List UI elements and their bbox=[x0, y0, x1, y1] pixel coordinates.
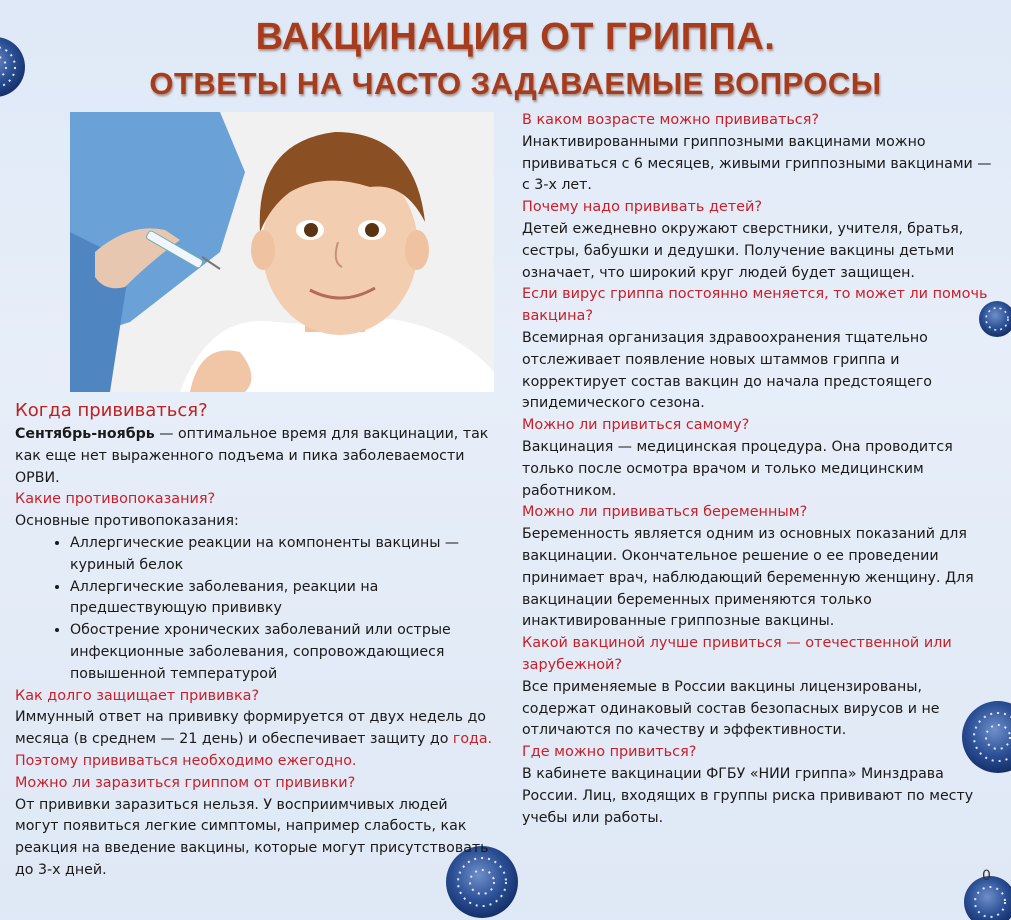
section-heading: Какие противопоказания? bbox=[15, 491, 216, 508]
paragraph: Беременность является одним из основных показаний для вакцинации. Окончательное решение о ее проведении принимает врач, наблюдающий беременную женщину. Для вакцинации беременных применяются только инактивированные гриппозные вакцины. bbox=[522, 526, 974, 630]
section-heading: Где можно привиться? bbox=[522, 744, 697, 761]
paragraph: Сентябрь-ноябрь — оптимальное время для вакцинации, так как еще нет выраженного подъема и пика заболеваемости ОРВИ. bbox=[15, 426, 489, 486]
paragraph: Детей ежедневно окружают сверстники, учителя, братья, сестры, бабушки и дедушки. Получение вакцины детьми означает, что широкий круг людей будет защищен. bbox=[522, 220, 964, 281]
paragraph: Всемирная организация здравоохранения тщательно отслеживает появление новых штаммов гриппа и корректирует состав вакцин до начала предстоящего эпидемического сезона. bbox=[522, 329, 932, 412]
section-heading: Если вирус гриппа постоянно меняется, то может ли помочь вакцина? bbox=[522, 286, 988, 325]
page-subtitle: ОТВЕТЫ НА ЧАСТО ЗАДАВАЕМЫЕ ВОПРОСЫ bbox=[149, 66, 882, 101]
section-heading: Можно ли привиться самому? bbox=[522, 417, 750, 434]
list-item: • Аллергические реакции на компоненты вакцины — куриный белок bbox=[70, 533, 495, 577]
list-item: • Обострение хронических заболеваний или острые инфекционные заболевания, сопровождающиеся повышенной температурой bbox=[70, 620, 495, 685]
section-heading: В каком возрасте можно прививаться? bbox=[522, 112, 820, 128]
paragraph: Вакцинация — медицинская процедура. Она проводится только после осмотра врачом и только медицинским работником. bbox=[522, 438, 953, 499]
bold-text: Сентябрь-ноябрь bbox=[15, 426, 155, 442]
paragraph: Инактивированными гриппозными вакцинами можно прививаться с 6 месяцев, живыми гриппозными вакцинами — с 3-х лет. bbox=[522, 133, 992, 194]
section-heading: Можно ли заразиться гриппом от прививки? bbox=[15, 774, 356, 791]
paragraph: Все применяемые в России вакцины лицензированы, содержат одинаковый состав безопасных вирусов и не отличаются по качеству и эффективности. bbox=[522, 678, 940, 739]
child-vaccination-photo bbox=[70, 112, 494, 392]
section-heading: Когда прививаться? bbox=[15, 400, 208, 421]
left-column bbox=[15, 398, 495, 882]
page-number: 0 bbox=[982, 868, 991, 884]
right-column bbox=[522, 110, 992, 829]
paragraph: От прививки заразиться нельзя. У восприимчивых людей могут появиться легкие симптомы, например слабость, как реакция на введение вакцины, которые могут присутствовать до 3-х дней. bbox=[15, 796, 489, 878]
page-title: ВАКЦИНАЦИЯ ОТ ГРИППА. bbox=[255, 16, 776, 58]
list-item: • Аллергические заболевания, реакции на предшествующую прививку bbox=[70, 577, 495, 621]
section-heading: Почему надо прививать детей? bbox=[522, 199, 762, 216]
paragraph: Иммунный ответ на прививку формируется от двух недель до месяца (в среднем — 21 день) и обеспечивает защиту до года. Поэтому прививаться необходимо ежегодно. bbox=[15, 709, 493, 769]
paragraph: В кабинете вакцинации ФГБУ «НИИ гриппа» Минздрава России. Лиц, входящих в группы риска прививают по месту учебы или работы. bbox=[522, 765, 974, 826]
section-heading: Какой вакциной лучше привиться — отечественной или зарубежной? bbox=[522, 635, 952, 673]
section-heading: Можно ли прививаться беременным? bbox=[522, 504, 808, 521]
section-heading: Как долго защищает прививка? bbox=[15, 687, 260, 704]
paragraph: Основные противопоказания: bbox=[15, 513, 239, 530]
contraindication-list bbox=[15, 533, 495, 686]
